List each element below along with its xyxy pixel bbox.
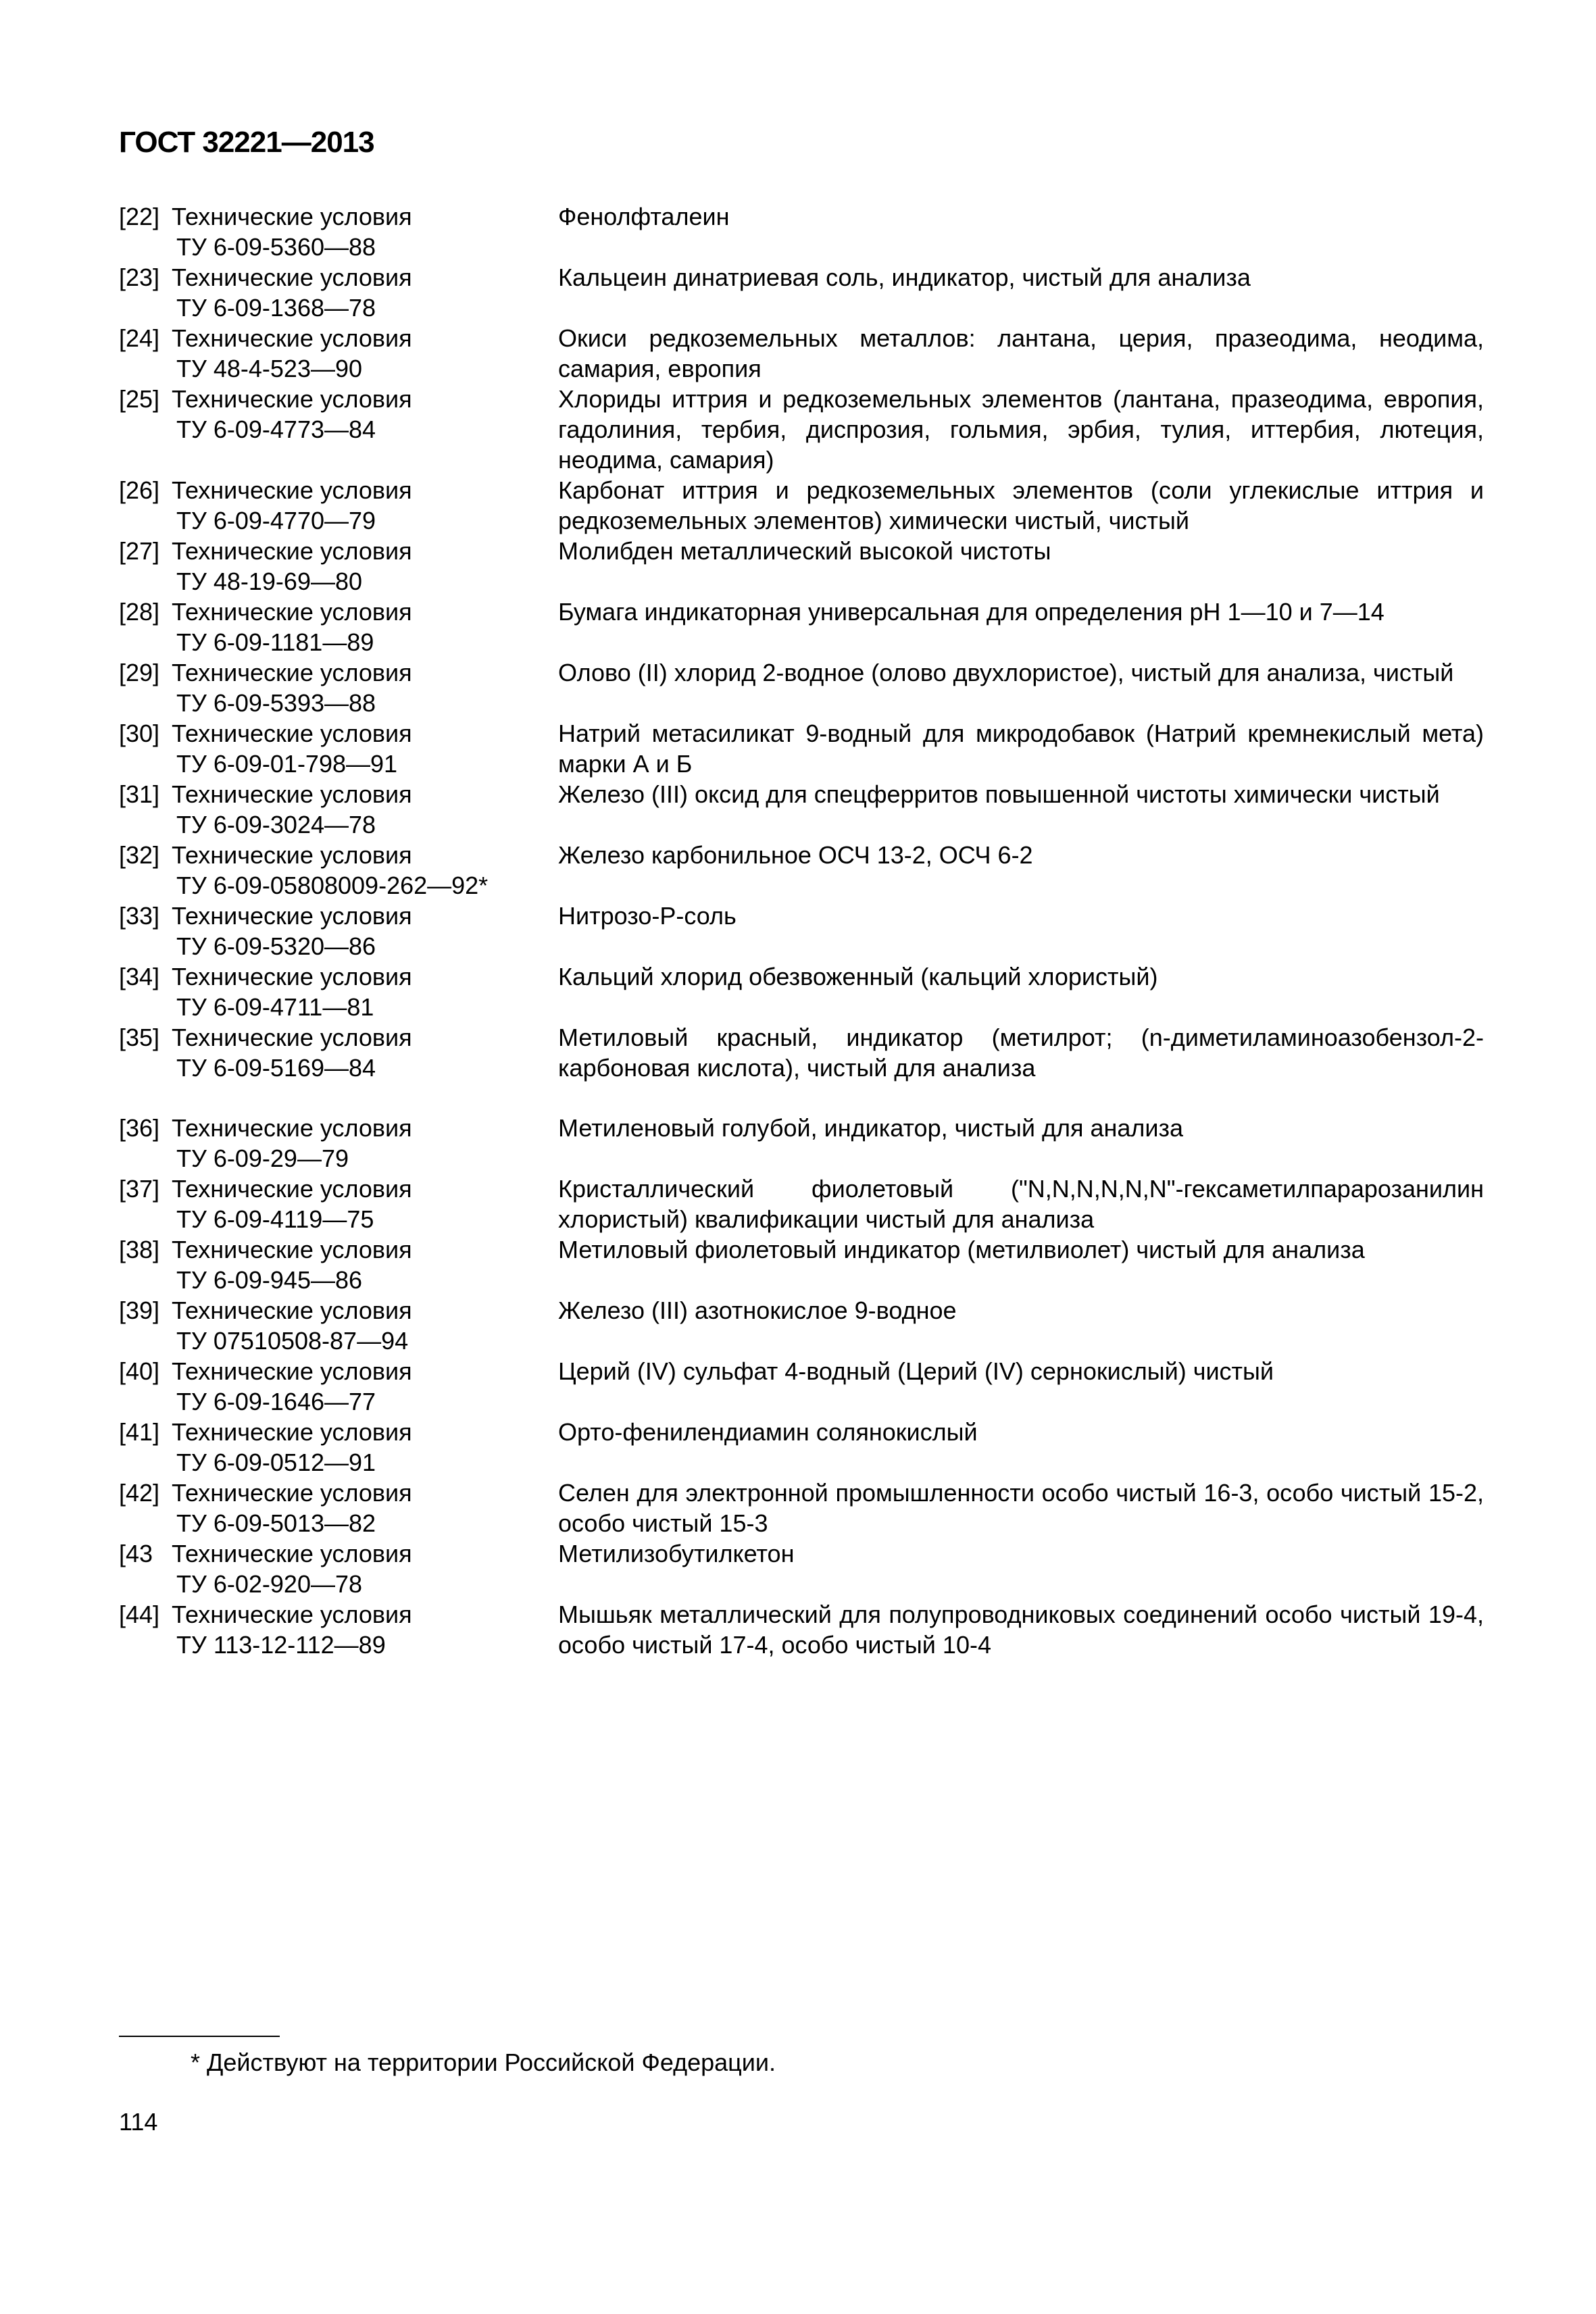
- reference-source: [119, 1417, 558, 1478]
- reference-description: Метиловый красный, индикатор (метилрот; (n-диметиламиноазобензол-2-карбоновая кислота), чистый для анализа: [558, 1024, 1484, 1082]
- reference-description: Селен для электронной промышленности особо чистый 16-3, особо чистый 15-2, особо чистый 15-3: [558, 1479, 1484, 1537]
- reference-source: [119, 1113, 558, 1174]
- reference-number: [28]: [119, 598, 160, 626]
- reference-number: [42]: [119, 1479, 160, 1507]
- reference-doc-code: ТУ 6-09-1181—89: [176, 628, 374, 656]
- reference-kind: Технические условия: [172, 1175, 412, 1203]
- reference-doc-code: ТУ 6-09-5169—84: [176, 1054, 376, 1082]
- reference-kind: Технические условия: [172, 598, 412, 626]
- reference-source: [119, 718, 558, 779]
- reference-doc-code: ТУ 6-09-3024—78: [176, 811, 376, 838]
- reference-description: Кальцеин динатриевая соль, индикатор, чистый для анализа: [558, 263, 1251, 291]
- reference-doc-code: ТУ 6-09-1368—78: [176, 294, 376, 322]
- reference-kind: Технические условия: [172, 1601, 412, 1628]
- reference-item: [119, 657, 1484, 718]
- reference-number: [35]: [119, 1024, 160, 1051]
- reference-source: [119, 657, 558, 718]
- reference-doc-code: ТУ 6-09-5360—88: [176, 233, 376, 261]
- reference-source: [119, 475, 558, 536]
- reference-description: Нитрозо-Р-соль: [558, 902, 737, 930]
- reference-description: Метиленовый голубой, индикатор, чистый для анализа: [558, 1114, 1184, 1142]
- reference-description: Фенолфталеин: [558, 203, 730, 230]
- reference-item: [119, 536, 1484, 597]
- document-header: ГОСТ 32221—2013: [119, 126, 374, 159]
- reference-item: [119, 1417, 1484, 1478]
- reference-source: [119, 1478, 558, 1538]
- reference-description: Молибден металлический высокой чистоты: [558, 537, 1051, 565]
- reference-description: Кристаллический фиолетовый ("N,N,N,N,N,N"-гексаметилпарарозанилин хлористый) квалификации чистый для анализа: [558, 1175, 1484, 1233]
- reference-description: Метилизобутилкетон: [558, 1540, 795, 1567]
- reference-kind: Технические условия: [172, 1479, 412, 1507]
- footnote-separator: [119, 2036, 280, 2037]
- reference-description: Окиси редкоземельных металлов: лантана, церия, празеодима, неодима, самария, европия: [558, 324, 1484, 382]
- reference-source: [119, 1599, 558, 1660]
- reference-source: [119, 323, 558, 384]
- reference-doc-code: ТУ 6-09-4711—81: [176, 993, 374, 1021]
- reference-kind: Технические условия: [172, 902, 412, 930]
- reference-number: [41]: [119, 1418, 160, 1446]
- reference-source: [119, 201, 558, 262]
- reference-doc-code: ТУ 6-09-945—86: [176, 1266, 363, 1294]
- reference-description: Орто-фенилендиамин солянокислый: [558, 1418, 978, 1446]
- reference-number: [23]: [119, 263, 160, 291]
- reference-number: [29]: [119, 659, 160, 686]
- reference-doc-code: ТУ 6-09-4770—79: [176, 507, 376, 534]
- reference-number: [38]: [119, 1236, 160, 1263]
- reference-number: [43: [119, 1540, 153, 1567]
- reference-description: Мышьяк металлический для полупроводниковых соединений особо чистый 19-4, особо чистый 17-4, особо чистый 10-4: [558, 1601, 1484, 1659]
- reference-description: Натрий метасиликат 9-водный для микродобавок (Натрий кремнекислый мета) марки А и Б: [558, 720, 1484, 778]
- references-list: [119, 201, 1484, 1660]
- reference-description: Железо карбонильное ОСЧ 13-2, ОСЧ 6-2: [558, 841, 1033, 869]
- reference-number: [39]: [119, 1297, 160, 1324]
- reference-item: [119, 1234, 1484, 1295]
- reference-number: [34]: [119, 963, 160, 990]
- reference-item: [119, 1022, 1484, 1083]
- reference-kind: Технические условия: [172, 1024, 412, 1051]
- reference-description: Метиловый фиолетовый индикатор (метилвиолет) чистый для анализа: [558, 1236, 1365, 1263]
- reference-number: [27]: [119, 537, 160, 565]
- reference-doc-code: ТУ 48-4-523—90: [176, 355, 363, 382]
- reference-number: [40]: [119, 1357, 160, 1385]
- reference-kind: Технические условия: [172, 537, 412, 565]
- reference-doc-code: ТУ 6-09-4773—84: [176, 416, 376, 443]
- reference-kind: Технические условия: [172, 1540, 412, 1567]
- reference-source: [119, 1174, 558, 1234]
- reference-doc-code: ТУ 6-09-5393—88: [176, 689, 376, 717]
- reference-number: [36]: [119, 1114, 160, 1142]
- reference-source: [119, 779, 558, 840]
- reference-item: [119, 475, 1484, 536]
- reference-kind: Технические условия: [172, 324, 412, 352]
- reference-item: [119, 1356, 1484, 1417]
- reference-description: Железо (III) оксид для спецферритов повышенной чистоты химически чистый: [558, 780, 1440, 808]
- reference-description: Церий (IV) сульфат 4-водный (Церий (IV) сернокислый) чистый: [558, 1357, 1274, 1385]
- reference-doc-code: ТУ 07510508-87—94: [176, 1327, 409, 1355]
- reference-doc-code: ТУ 6-09-4119—75: [176, 1205, 374, 1233]
- reference-source: [119, 536, 558, 597]
- reference-source: [119, 1234, 558, 1295]
- reference-kind: Технические условия: [172, 1418, 412, 1446]
- reference-number: [31]: [119, 780, 160, 808]
- reference-kind: Технические условия: [172, 476, 412, 504]
- reference-item: [119, 961, 1484, 1022]
- reference-item: [119, 1295, 1484, 1356]
- reference-source: [119, 840, 558, 901]
- reference-kind: Технические условия: [172, 263, 412, 291]
- reference-item: [119, 597, 1484, 657]
- reference-source: [119, 1022, 558, 1083]
- reference-number: [44]: [119, 1601, 160, 1628]
- reference-item: [119, 1538, 1484, 1599]
- reference-item: [119, 901, 1484, 961]
- reference-number: [22]: [119, 203, 160, 230]
- reference-description: Хлориды иттрия и редкоземельных элементов (лантана, празеодима, европия, гадолиния, тербия, диспрозия, гольмия, эрбия, тулия, иттербия, лютеция, неодима, самария): [558, 385, 1484, 474]
- reference-kind: Технические условия: [172, 963, 412, 990]
- reference-item: [119, 323, 1484, 384]
- reference-source: [119, 1538, 558, 1599]
- reference-number: [30]: [119, 720, 160, 747]
- reference-item: [119, 201, 1484, 262]
- reference-number: [24]: [119, 324, 160, 352]
- reference-item: [119, 840, 1484, 901]
- reference-item: [119, 1174, 1484, 1234]
- reference-doc-code: ТУ 6-09-05808009-262—92*: [176, 872, 489, 899]
- reference-doc-code: ТУ 6-09-5013—82: [176, 1509, 376, 1537]
- reference-source: [119, 1295, 558, 1356]
- reference-doc-code: ТУ 6-09-29—79: [176, 1145, 349, 1172]
- reference-source: [119, 597, 558, 657]
- reference-source: [119, 384, 558, 475]
- reference-number: [26]: [119, 476, 160, 504]
- reference-doc-code: ТУ 6-09-5320—86: [176, 932, 376, 960]
- reference-doc-code: ТУ 113-12-112—89: [176, 1631, 386, 1659]
- reference-source: [119, 961, 558, 1022]
- reference-description: Олово (II) хлорид 2-водное (олово двухлористое), чистый для анализа, чистый: [558, 659, 1454, 686]
- reference-doc-code: ТУ 6-02-920—78: [176, 1570, 363, 1598]
- reference-description: Карбонат иттрия и редкоземельных элементов (соли углекислые иттрия и редкоземельных элементов) химически чистый, чистый: [558, 476, 1484, 534]
- reference-number: [37]: [119, 1175, 160, 1203]
- reference-item: [119, 1113, 1484, 1174]
- reference-kind: Технические условия: [172, 385, 412, 413]
- reference-kind: Технические условия: [172, 203, 412, 230]
- reference-item: [119, 384, 1484, 475]
- reference-doc-code: ТУ 48-19-69—80: [176, 568, 363, 595]
- reference-doc-code: ТУ 6-09-1646—77: [176, 1388, 376, 1415]
- reference-kind: Технические условия: [172, 780, 412, 808]
- reference-kind: Технические условия: [172, 1357, 412, 1385]
- reference-source: [119, 1356, 558, 1417]
- reference-kind: Технические условия: [172, 1114, 412, 1142]
- reference-description: Кальций хлорид обезвоженный (кальций хлористый): [558, 963, 1158, 990]
- reference-kind: Технические условия: [172, 659, 412, 686]
- reference-item: [119, 1478, 1484, 1538]
- reference-source: [119, 901, 558, 961]
- reference-doc-code: ТУ 6-09-01-798—91: [176, 750, 398, 778]
- reference-item: [119, 718, 1484, 779]
- footnote: * Действуют на территории Российской Федерации.: [191, 2048, 776, 2076]
- reference-item: [119, 1599, 1484, 1660]
- reference-kind: Технические условия: [172, 841, 412, 869]
- reference-kind: Технические условия: [172, 1236, 412, 1263]
- reference-number: [33]: [119, 902, 160, 930]
- reference-item: [119, 262, 1484, 323]
- reference-description: Бумага индикаторная универсальная для определения pH 1—10 и 7—14: [558, 598, 1385, 626]
- reference-item: [119, 779, 1484, 840]
- reference-description: Железо (III) азотнокислое 9-водное: [558, 1297, 957, 1324]
- reference-doc-code: ТУ 6-09-0512—91: [176, 1449, 376, 1476]
- reference-source: [119, 262, 558, 323]
- reference-kind: Технические условия: [172, 720, 412, 747]
- reference-number: [32]: [119, 841, 160, 869]
- reference-number: [25]: [119, 385, 160, 413]
- page-number: 114: [119, 2108, 158, 2136]
- reference-kind: Технические условия: [172, 1297, 412, 1324]
